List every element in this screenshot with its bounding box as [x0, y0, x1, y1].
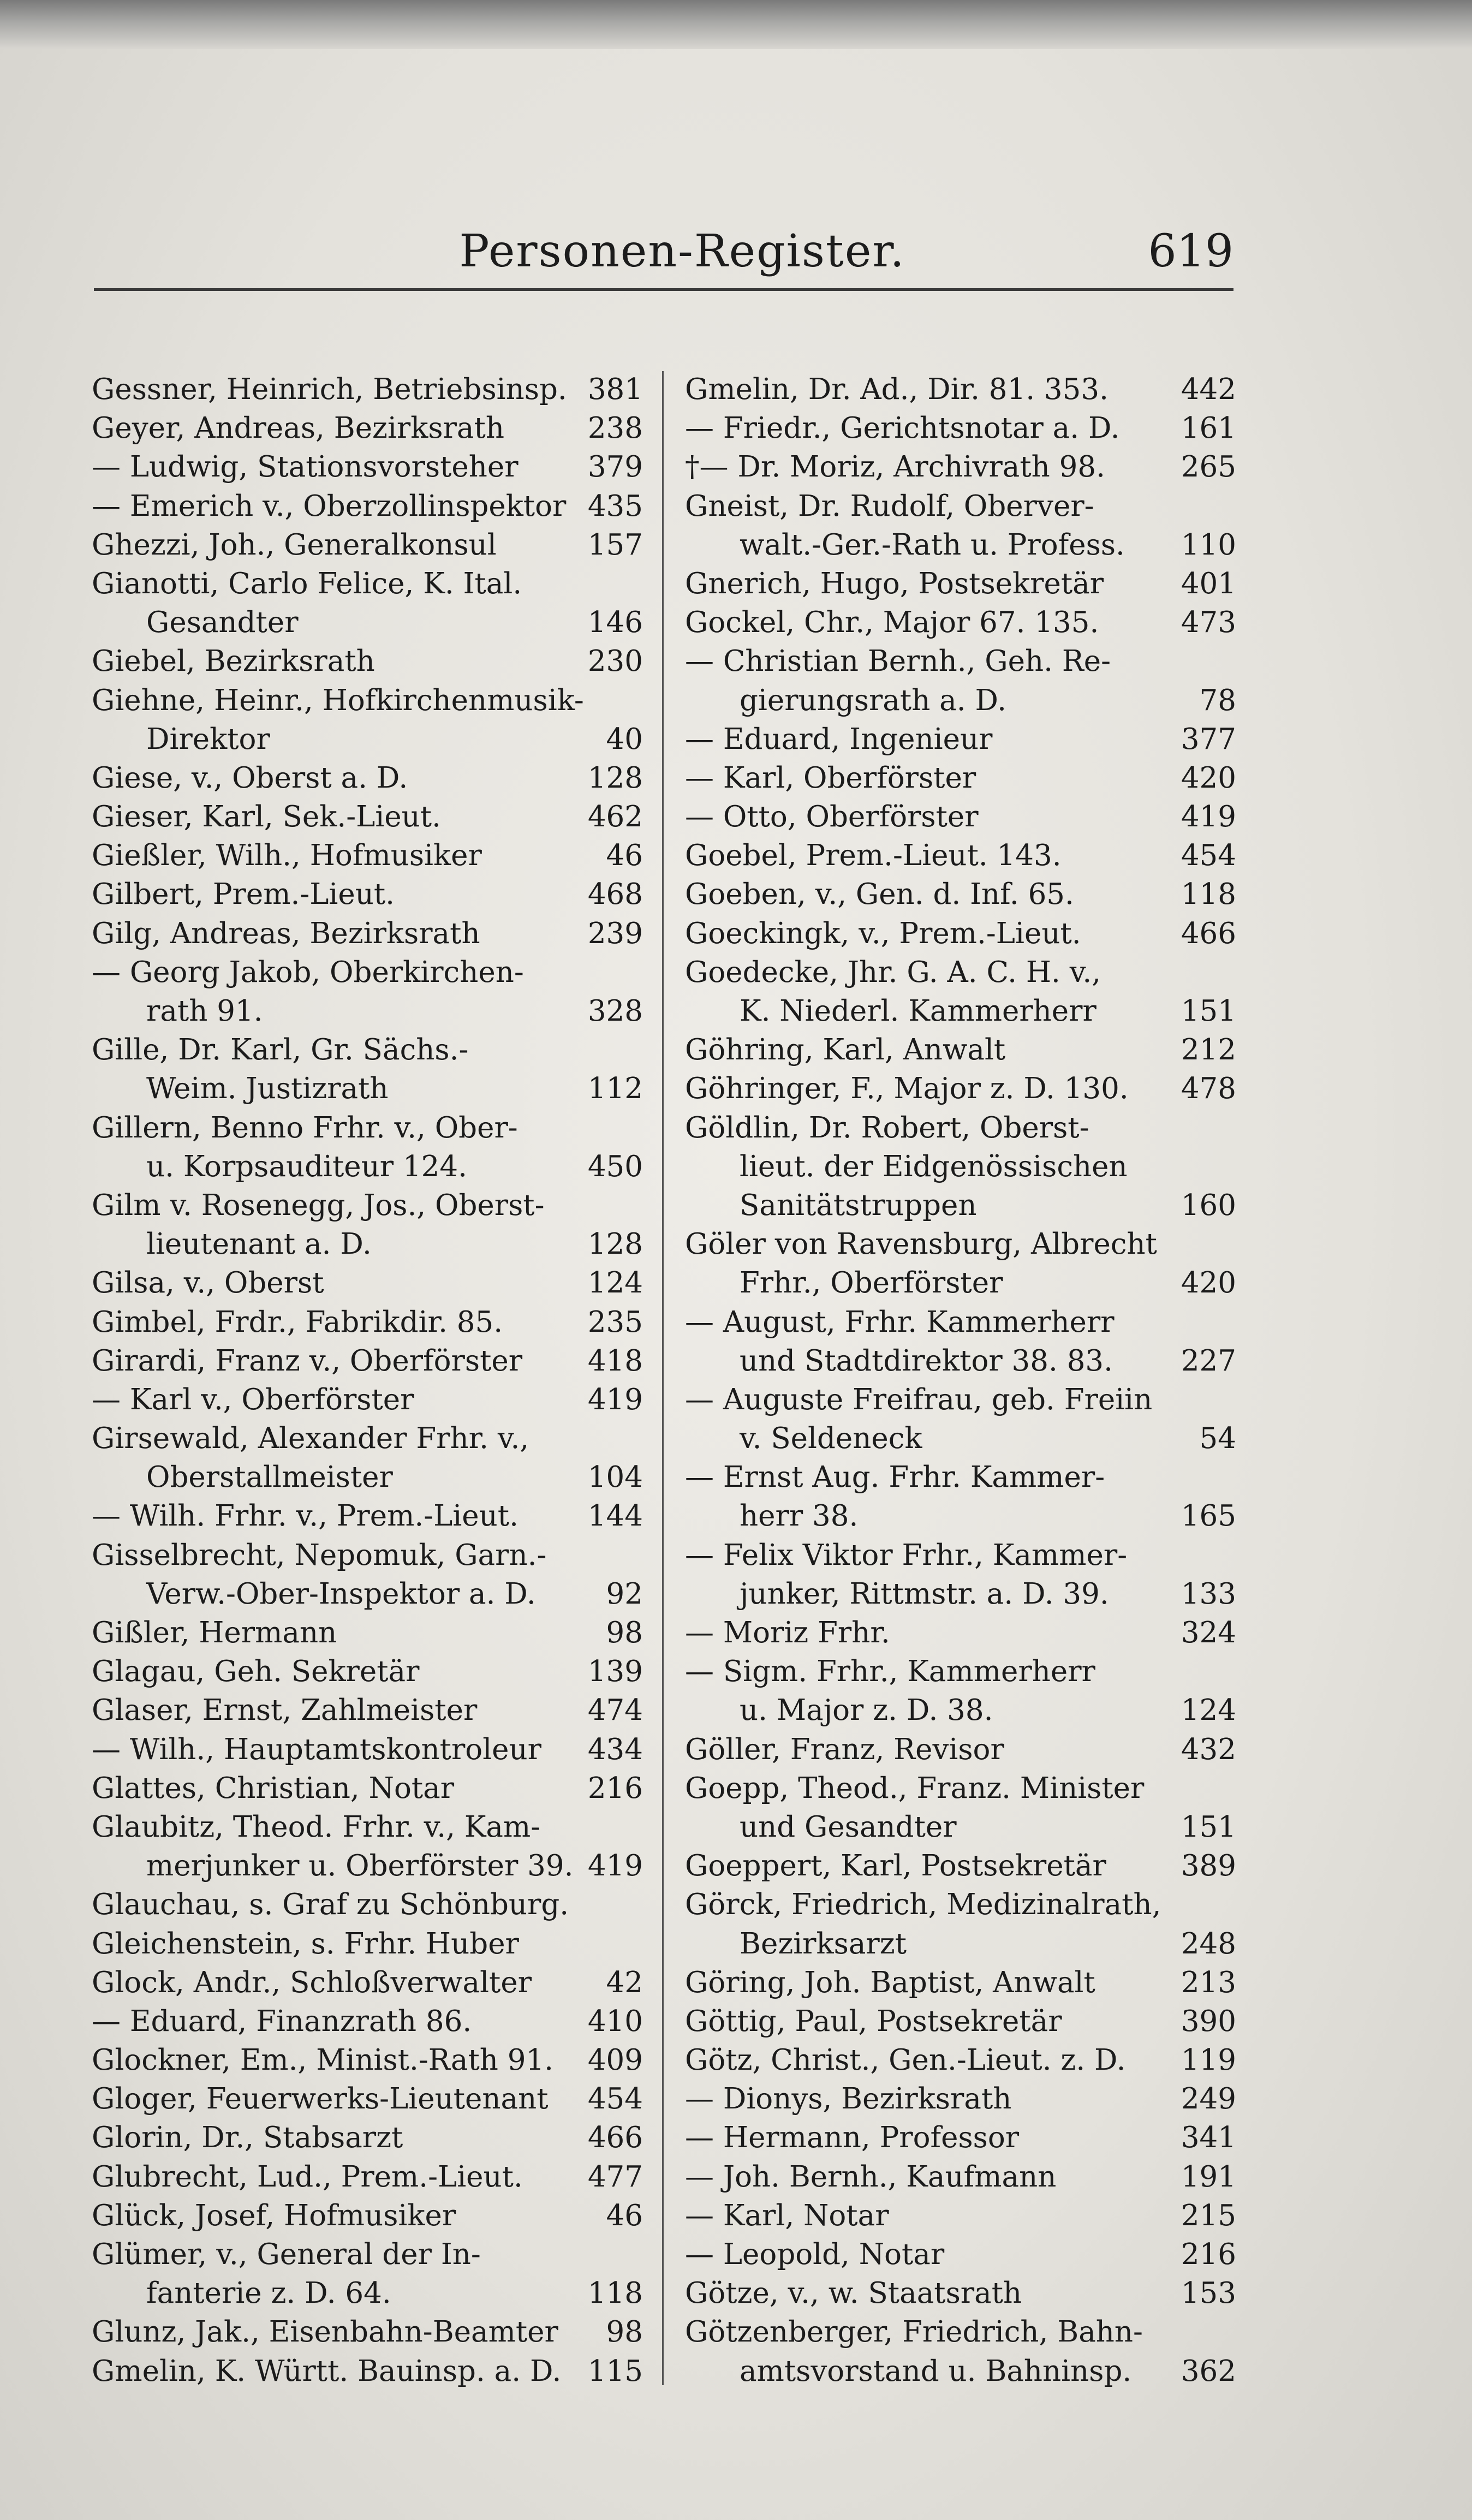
register-entry-line	[92, 1069, 643, 1108]
entry-text: v. Seldeneck	[740, 1422, 922, 1456]
register-entry-line	[685, 1885, 1236, 1924]
entry-text: Gilsa, v., Oberst	[92, 1266, 324, 1300]
register-entry-line	[685, 797, 1236, 836]
entry-text: Weim. Justizrath	[146, 1072, 389, 1106]
entry-page-reference: 419	[1181, 800, 1236, 834]
register-entry-line	[685, 2041, 1236, 2080]
register-entry-line	[685, 1147, 1236, 1186]
register-entry-line	[685, 1730, 1236, 1769]
entry-text: Girsewald, Alexander Frhr. v.,	[92, 1422, 529, 1456]
entry-page-reference: 42	[606, 1965, 643, 1999]
entry-text: rath 91.	[146, 994, 263, 1028]
entry-page-reference: 118	[1181, 878, 1236, 912]
entry-text: Göler von Ravensburg, Albrecht	[685, 1228, 1157, 1261]
register-entry-line	[92, 1030, 643, 1069]
entry-text: — Joh. Bernh., Kaufmann	[685, 2160, 1057, 2194]
register-entry-line	[685, 720, 1236, 759]
entry-text: †— Dr. Moriz, Archivrath 98.	[685, 450, 1105, 484]
entry-text: — Emerich v., Oberzollinspektor	[92, 489, 567, 523]
entry-text: u. Major z. D. 38.	[740, 1694, 993, 1727]
register-entry-line	[685, 642, 1236, 681]
entry-text: Direktor	[146, 722, 270, 756]
entry-text: Gille, Dr. Karl, Gr. Sächs.-	[92, 1033, 469, 1067]
entry-page-reference: 442	[1181, 373, 1236, 406]
entry-text: — Felix Viktor Frhr., Kammer-	[685, 1538, 1128, 1572]
register-entry-line	[92, 1264, 643, 1302]
entry-page-reference: 139	[587, 1655, 643, 1689]
entry-text: Frhr., Oberförster	[740, 1266, 1003, 1300]
register-entry-line	[685, 1691, 1236, 1730]
entry-text: — Ernst Aug. Frhr. Kammer-	[685, 1461, 1105, 1494]
entry-page-reference: 454	[1181, 839, 1236, 873]
entry-page-reference: 401	[1181, 567, 1236, 600]
entry-text: Glagau, Geh. Sekretär	[92, 1655, 420, 1689]
entry-text: Sanitätstruppen	[740, 1188, 977, 1222]
entry-text: Götz, Christ., Gen.-Lieut. z. D.	[685, 2044, 1126, 2077]
entry-text: Gilbert, Prem.-Lieut.	[92, 878, 395, 912]
entry-text: Götzenberger, Friedrich, Bahn-	[685, 2315, 1143, 2349]
entry-text: lieut. der Eidgenössischen	[740, 1149, 1128, 1183]
entry-page-reference: 419	[587, 1849, 643, 1883]
entry-text: Gilg, Andreas, Bezirksrath	[92, 916, 480, 950]
entry-text: — Dionys, Bezirksrath	[685, 2082, 1012, 2116]
entry-text: walt.-Ger.-Rath u. Profess.	[740, 528, 1125, 562]
entry-page-reference: 230	[587, 645, 643, 678]
register-entry-line	[685, 1419, 1236, 1458]
entry-text: Glümer, v., General der In-	[92, 2238, 481, 2271]
entry-text: Verw.-Ober-Inspektor a. D.	[146, 1577, 536, 1611]
entry-text: Glockner, Em., Minist.-Rath 91.	[92, 2044, 554, 2077]
entry-text: Göhring, Karl, Anwalt	[685, 1033, 1006, 1067]
entry-page-reference: 341	[1181, 2121, 1236, 2155]
register-entry-line	[92, 1109, 643, 1147]
entry-text: — Otto, Oberförster	[685, 800, 979, 834]
entry-text: Glunz, Jak., Eisenbahn-Beamter	[92, 2315, 558, 2349]
entry-text: Gieser, Karl, Sek.-Lieut.	[92, 800, 441, 834]
entry-page-reference: 409	[587, 2044, 643, 2077]
entry-text: Goeben, v., Gen. d. Inf. 65.	[685, 878, 1074, 912]
entry-page-reference: 468	[587, 878, 643, 912]
entry-page-reference: 110	[1181, 528, 1236, 562]
entry-text: — Sigm. Frhr., Kammerherr	[685, 1655, 1095, 1689]
entry-text: — Karl, Notar	[685, 2199, 889, 2232]
register-entry-line	[92, 1342, 643, 1380]
entry-page-reference: 104	[587, 1461, 643, 1494]
register-entry-line	[685, 1575, 1236, 1613]
register-entry-line	[685, 448, 1236, 486]
entry-text: Glauchau, s. Graf zu Schönburg.	[92, 1888, 569, 1922]
entry-text: junker, Rittmstr. a. D. 39.	[740, 1577, 1109, 1611]
entry-page-reference: 432	[1181, 1732, 1236, 1766]
entry-page-reference: 478	[1181, 1072, 1236, 1106]
page-number: 619	[1148, 225, 1233, 277]
register-entry-line	[92, 603, 643, 642]
entry-page-reference: 124	[587, 1266, 643, 1300]
entry-page-reference: 160	[1181, 1188, 1236, 1222]
entry-page-reference: 418	[587, 1344, 643, 1378]
entry-text: Geyer, Andreas, Bezirksrath	[92, 412, 504, 445]
register-entry-line	[685, 1069, 1236, 1108]
register-entry-line	[92, 1613, 643, 1652]
entry-text: Gmelin, K. Württ. Bauinsp. a. D.	[92, 2354, 562, 2388]
register-entry-line	[685, 1458, 1236, 1497]
register-entry-line	[92, 448, 643, 486]
register-entry-line	[92, 1380, 643, 1419]
column-divider	[662, 371, 664, 2385]
entry-page-reference: 112	[587, 1072, 643, 1106]
entry-text: gierungsrath a. D.	[740, 683, 1006, 717]
register-entry-line	[685, 1303, 1236, 1342]
entry-text: Gisselbrecht, Nepomuk, Garn.-	[92, 1538, 547, 1572]
entry-page-reference: 46	[606, 839, 643, 873]
entry-text: — Eduard, Finanzrath 86.	[92, 2004, 472, 2038]
entry-page-reference: 420	[1181, 761, 1236, 795]
register-entry-line	[685, 1380, 1236, 1419]
entry-text: — Friedr., Gerichtsnotar a. D.	[685, 412, 1120, 445]
register-entry-line	[92, 1303, 643, 1342]
register-entry-line	[92, 2196, 643, 2235]
register-entry-line	[685, 1497, 1236, 1535]
register-entry-line	[92, 1846, 643, 1885]
register-entry-line	[685, 2274, 1236, 2313]
entry-text: Göttig, Paul, Postsekretär	[685, 2004, 1062, 2038]
register-entry-line	[92, 2352, 643, 2391]
entry-page-reference: 239	[587, 916, 643, 950]
entry-text: Gießler, Wilh., Hofmusiker	[92, 839, 482, 873]
register-entry-line	[92, 836, 643, 875]
entry-text: — Eduard, Ingenieur	[685, 722, 993, 756]
register-entry-line	[92, 1652, 643, 1691]
entry-page-reference: 474	[587, 1694, 643, 1727]
register-entry-line	[92, 1730, 643, 1769]
entry-text: merjunker u. Oberförster 39.	[146, 1849, 574, 1883]
register-entry-line	[685, 487, 1236, 526]
entry-page-reference: 379	[587, 450, 643, 484]
register-entry-line	[685, 2080, 1236, 2118]
entry-text: u. Korpsauditeur 124.	[146, 1149, 467, 1183]
register-entry-line	[685, 1925, 1236, 1963]
register-entry-line	[92, 2118, 643, 2157]
register-entry-line	[92, 1419, 643, 1458]
entry-text: Gesandter	[146, 606, 299, 640]
register-entry-line	[92, 1808, 643, 1846]
right-column	[685, 370, 1236, 2391]
register-entry-line	[685, 1225, 1236, 1264]
entry-page-reference: 161	[1181, 412, 1236, 445]
register-entry-line	[92, 1497, 643, 1535]
entry-text: Göldlin, Dr. Robert, Oberst-	[685, 1111, 1089, 1145]
register-entry-line	[92, 370, 643, 409]
entry-text: Götze, v., w. Staatsrath	[685, 2277, 1022, 2310]
register-entry-line	[685, 2118, 1236, 2157]
entry-text: Gilm v. Rosenegg, Jos., Oberst-	[92, 1188, 545, 1222]
entry-page-reference: 381	[587, 373, 643, 406]
page-header	[131, 221, 1233, 281]
entry-text: Giehne, Heinr., Hofkirchenmusik-	[92, 683, 584, 717]
register-entry-line	[685, 603, 1236, 642]
entry-text: Goedecke, Jhr. G. A. C. H. v.,	[685, 955, 1101, 989]
entry-text: Glaser, Ernst, Zahlmeister	[92, 1694, 478, 1727]
entry-page-reference: 213	[1181, 1965, 1236, 1999]
entry-text: Gmelin, Dr. Ad., Dir. 81. 353.	[685, 373, 1109, 406]
entry-page-reference: 216	[1181, 2238, 1236, 2271]
entry-page-reference: 434	[587, 1732, 643, 1766]
entry-page-reference: 128	[587, 1228, 643, 1261]
entry-text: — Ludwig, Stationsvorsteher	[92, 450, 519, 484]
entry-text: Goebel, Prem.-Lieut. 143.	[685, 839, 1062, 873]
register-entry-line	[92, 487, 643, 526]
register-entry-line	[92, 875, 643, 914]
register-entry-line	[92, 1458, 643, 1497]
register-entry-line	[92, 720, 643, 759]
register-entry-line	[685, 836, 1236, 875]
entry-page-reference: 78	[1199, 683, 1236, 717]
entry-text: Ghezzi, Joh., Generalkonsul	[92, 528, 497, 562]
register-entry-line	[685, 1264, 1236, 1302]
entry-text: Görck, Friedrich, Medizinalrath,	[685, 1888, 1161, 1922]
entry-text: Göller, Franz, Revisor	[685, 1732, 1004, 1766]
entry-page-reference: 118	[587, 2277, 643, 2310]
entry-text: — Wilh., Hauptamtskontroleur	[92, 1732, 541, 1766]
entry-page-reference: 119	[1181, 2044, 1236, 2077]
register-entry-line	[92, 797, 643, 836]
entry-text: — Auguste Freifrau, geb. Freiin	[685, 1383, 1153, 1416]
entry-text: Glattes, Christian, Notar	[92, 1771, 455, 1805]
register-entry-line	[92, 953, 643, 992]
register-entry-line	[685, 2352, 1236, 2391]
register-entry-line	[685, 1808, 1236, 1846]
entry-text: — Hermann, Professor	[685, 2121, 1020, 2155]
register-entry-line	[92, 759, 643, 797]
entry-page-reference: 328	[587, 994, 643, 1028]
entry-page-reference: 92	[606, 1577, 643, 1611]
entry-page-reference: 151	[1181, 1810, 1236, 1844]
entry-page-reference: 265	[1181, 450, 1236, 484]
entry-text: — Leopold, Notar	[685, 2238, 945, 2271]
entry-page-reference: 362	[1181, 2354, 1236, 2388]
entry-text: Göring, Joh. Baptist, Anwalt	[685, 1965, 1095, 1999]
entry-text: — Wilh. Frhr. v., Prem.-Lieut.	[92, 1499, 519, 1533]
entry-text: Gnerich, Hugo, Postsekretär	[685, 567, 1104, 600]
entry-page-reference: 144	[587, 1499, 643, 1533]
entry-text: Bezirksarzt	[740, 1927, 907, 1961]
register-entry-line	[92, 1885, 643, 1924]
register-entry-line	[685, 992, 1236, 1030]
register-entry-line	[92, 1963, 643, 2002]
entry-text: fanterie z. D. 64.	[146, 2277, 391, 2310]
entry-page-reference: 153	[1181, 2277, 1236, 2310]
entry-page-reference: 128	[587, 761, 643, 795]
entry-page-reference: 462	[587, 800, 643, 834]
entry-page-reference: 40	[606, 722, 643, 756]
entry-page-reference: 248	[1181, 1927, 1236, 1961]
register-entry-line	[685, 370, 1236, 409]
entry-text: Göhringer, F., Major z. D. 130.	[685, 1072, 1129, 1106]
entry-text: — Moriz Frhr.	[685, 1616, 890, 1649]
register-entry-line	[685, 1186, 1236, 1225]
register-entry-line	[685, 564, 1236, 603]
entry-page-reference: 324	[1181, 1616, 1236, 1649]
entry-text: herr 38.	[740, 1499, 859, 1533]
register-entry-line	[92, 1147, 643, 1186]
entry-page-reference: 435	[587, 489, 643, 523]
register-entry-line	[92, 2313, 643, 2351]
entry-text: Gißler, Hermann	[92, 1616, 337, 1649]
register-entry-line	[92, 2158, 643, 2196]
register-entry-line	[685, 914, 1236, 953]
register-entry-line	[685, 1536, 1236, 1575]
entry-text: Gillern, Benno Frhr. v., Ober-	[92, 1111, 518, 1145]
register-entry-line	[92, 2002, 643, 2041]
entry-text: Goepp, Theod., Franz. Minister	[685, 1771, 1145, 1805]
register-entry-line	[92, 2235, 643, 2274]
entry-text: — Christian Bernh., Geh. Re-	[685, 645, 1111, 678]
entry-text: und Gesandter	[740, 1810, 957, 1844]
register-entry-line	[685, 953, 1236, 992]
register-entry-line	[685, 526, 1236, 564]
register-entry-line	[685, 2196, 1236, 2235]
register-entry-line	[685, 1613, 1236, 1652]
left-column	[92, 370, 643, 2391]
entry-page-reference: 420	[1181, 1266, 1236, 1300]
entry-page-reference: 419	[587, 1383, 643, 1416]
register-entry-line	[685, 1846, 1236, 1885]
register-entry-line	[685, 2235, 1236, 2274]
register-entry-line	[685, 875, 1236, 914]
entry-text: Glück, Josef, Hofmusiker	[92, 2199, 456, 2232]
entry-page-reference: 115	[587, 2354, 643, 2388]
entry-text: Goeckingk, v., Prem.-Lieut.	[685, 916, 1081, 950]
entry-page-reference: 191	[1181, 2160, 1236, 2194]
scan-edge-shadow	[0, 0, 1472, 49]
register-entry-line	[92, 1536, 643, 1575]
entry-page-reference: 473	[1181, 606, 1236, 640]
entry-page-reference: 410	[587, 2004, 643, 2038]
entry-page-reference: 46	[606, 2199, 643, 2232]
entry-page-reference: 54	[1199, 1422, 1236, 1456]
entry-page-reference: 165	[1181, 1499, 1236, 1533]
register-entry-line	[92, 1691, 643, 1730]
entry-text: Glaubitz, Theod. Frhr. v., Kam-	[92, 1810, 541, 1844]
entry-page-reference: 390	[1181, 2004, 1236, 2038]
register-entry-line	[685, 1109, 1236, 1147]
register-entry-line	[92, 2274, 643, 2313]
entry-page-reference: 466	[587, 2121, 643, 2155]
entry-page-reference: 151	[1181, 994, 1236, 1028]
register-entry-line	[685, 1769, 1236, 1808]
register-entry-line	[685, 1652, 1236, 1691]
entry-text: Giese, v., Oberst a. D.	[92, 761, 408, 795]
entry-text: Gneist, Dr. Rudolf, Oberver-	[685, 489, 1094, 523]
register-entry-line	[685, 2313, 1236, 2351]
entry-page-reference: 454	[587, 2082, 643, 2116]
entry-page-reference: 227	[1181, 1344, 1236, 1378]
register-entry-line	[92, 1225, 643, 1264]
entry-text: Oberstallmeister	[146, 1461, 393, 1494]
entry-page-reference: 215	[1181, 2199, 1236, 2232]
register-entry-line	[92, 526, 643, 564]
register-entry-line	[92, 1925, 643, 1963]
entry-text: — Karl, Oberförster	[685, 761, 976, 795]
entry-page-reference: 450	[587, 1149, 643, 1183]
entry-text: Giebel, Bezirksrath	[92, 645, 375, 678]
header-rule	[94, 288, 1233, 291]
register-entry-line	[685, 1963, 1236, 2002]
entry-page-reference: 235	[587, 1305, 643, 1339]
entry-text: amtsvorstand u. Bahninsp.	[740, 2354, 1132, 2388]
entry-text: — August, Frhr. Kammerherr	[685, 1305, 1115, 1339]
register-entry-line	[685, 2158, 1236, 2196]
register-entry-line	[92, 1186, 643, 1225]
entry-page-reference: 146	[587, 606, 643, 640]
register-entry-line	[92, 1769, 643, 1808]
register-entry-line	[685, 409, 1236, 448]
entry-text: und Stadtdirektor 38. 83.	[740, 1344, 1113, 1378]
entry-text: Gloger, Feuerwerks-Lieutenant	[92, 2082, 549, 2116]
entry-page-reference: 249	[1181, 2082, 1236, 2116]
register-entry-line	[685, 759, 1236, 797]
entry-text: Glubrecht, Lud., Prem.-Lieut.	[92, 2160, 523, 2194]
entry-text: Glock, Andr., Schloßverwalter	[92, 1965, 532, 1999]
entry-page-reference: 377	[1181, 722, 1236, 756]
register-entry-line	[92, 681, 643, 720]
entry-text: Gockel, Chr., Major 67. 135.	[685, 606, 1099, 640]
register-entry-line	[92, 642, 643, 681]
entry-text: Gianotti, Carlo Felice, K. Ital.	[92, 567, 522, 600]
register-entry-line	[92, 2041, 643, 2080]
entry-text: Gleichenstein, s. Frhr. Huber	[92, 1927, 519, 1961]
entry-text: Glorin, Dr., Stabsarzt	[92, 2121, 403, 2155]
register-entry-line	[92, 564, 643, 603]
entry-page-reference: 98	[606, 2315, 643, 2349]
entry-page-reference: 466	[1181, 916, 1236, 950]
entry-text: K. Niederl. Kammerherr	[740, 994, 1096, 1028]
entry-text: lieutenant a. D.	[146, 1228, 372, 1261]
entry-text: Girardi, Franz v., Oberförster	[92, 1344, 523, 1378]
register-entry-line	[92, 409, 643, 448]
entry-text: Gessner, Heinrich, Betriebsinsp.	[92, 373, 567, 406]
register-entry-line	[92, 2080, 643, 2118]
register-entry-line	[685, 1342, 1236, 1380]
entry-page-reference: 389	[1181, 1849, 1236, 1883]
entry-page-reference: 98	[606, 1616, 643, 1649]
entry-page-reference: 216	[587, 1771, 643, 1805]
entry-page-reference: 124	[1181, 1694, 1236, 1727]
register-entry-line	[92, 992, 643, 1030]
page-title: Personen-Register.	[459, 225, 905, 277]
entry-page-reference: 157	[587, 528, 643, 562]
entry-text: — Georg Jakob, Oberkirchen-	[92, 955, 524, 989]
register-entry-line	[92, 914, 643, 953]
entry-text: Gimbel, Frdr., Fabrikdir. 85.	[92, 1305, 503, 1339]
register-entry-line	[685, 2002, 1236, 2041]
entry-page-reference: 212	[1181, 1033, 1236, 1067]
register-entry-line	[92, 1575, 643, 1613]
entry-text: Goeppert, Karl, Postsekretär	[685, 1849, 1106, 1883]
register-entry-line	[685, 681, 1236, 720]
entry-page-reference: 238	[587, 412, 643, 445]
entry-page-reference: 477	[587, 2160, 643, 2194]
entry-text: — Karl v., Oberförster	[92, 1383, 414, 1416]
register-entry-line	[685, 1030, 1236, 1069]
entry-page-reference: 133	[1181, 1577, 1236, 1611]
